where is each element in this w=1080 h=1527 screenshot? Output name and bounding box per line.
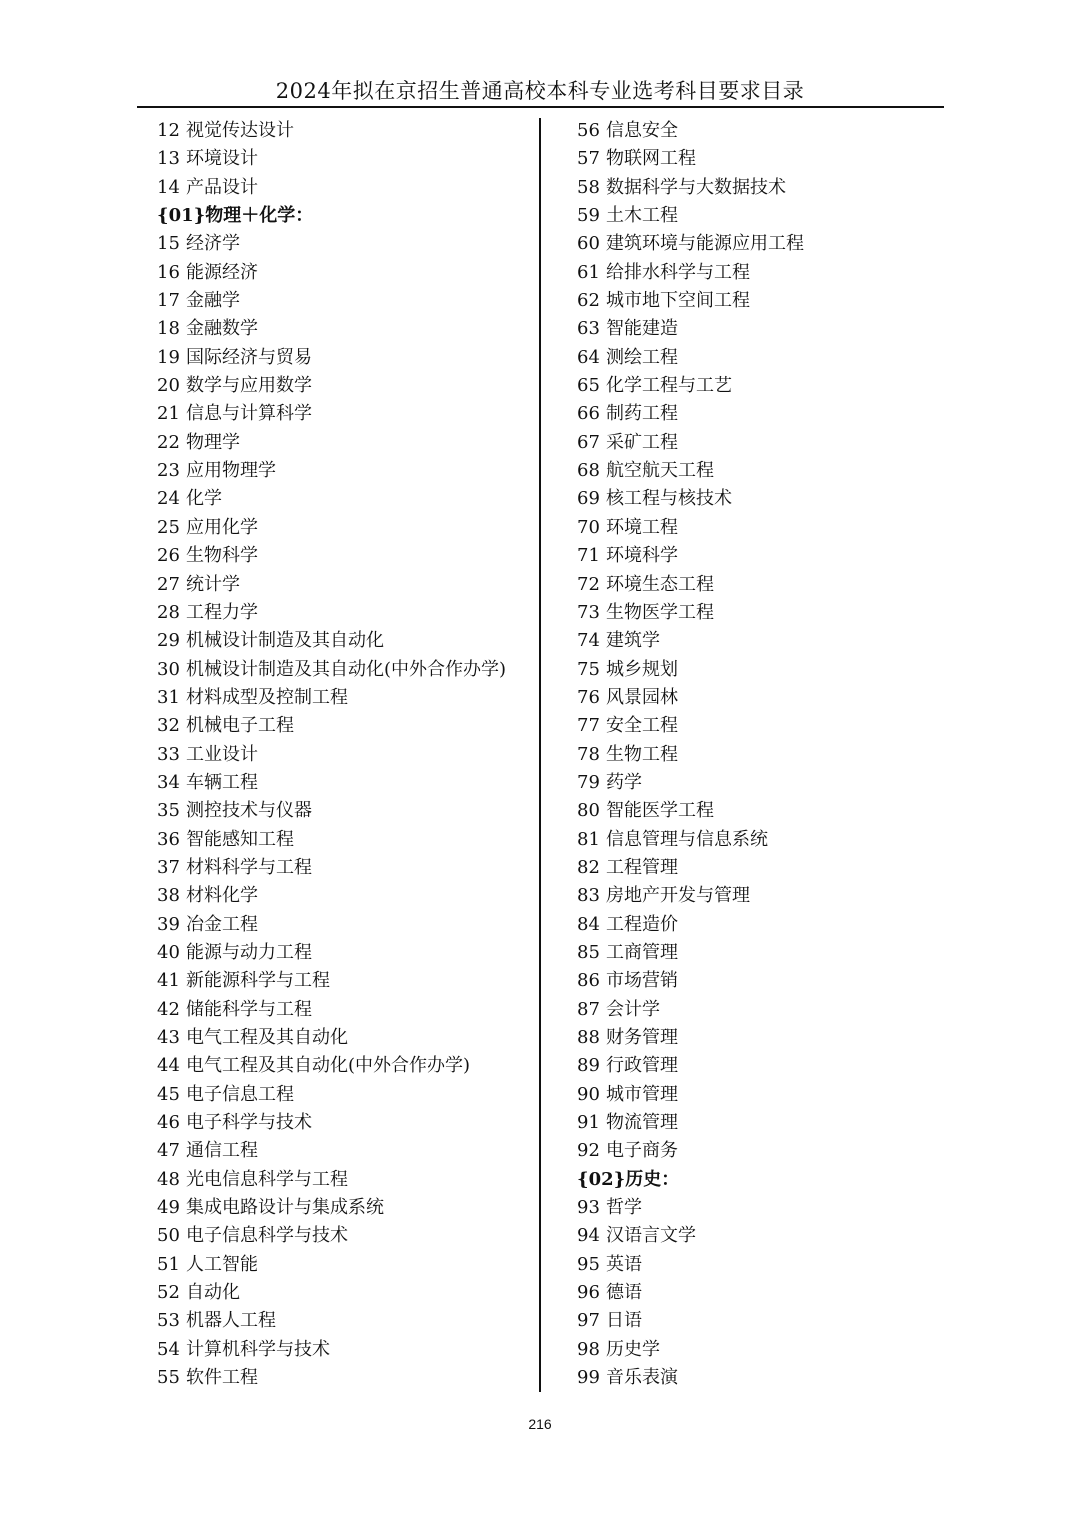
major-number: 34: [157, 771, 180, 793]
major-name: 音乐表演: [606, 1367, 678, 1389]
major-list-item: [577, 117, 937, 145]
major-number: 54: [157, 1338, 180, 1360]
major-name: 房地产开发与管理: [606, 885, 750, 907]
major-number: 13: [157, 148, 180, 170]
major-number: 28: [157, 601, 180, 623]
major-name: 机械设计制造及其自动化(中外合作办学): [186, 658, 507, 680]
major-name: 机器人工程: [186, 1310, 276, 1332]
major-list-item: [157, 627, 535, 655]
major-number: 81: [577, 828, 600, 850]
major-list-item: [577, 967, 937, 995]
major-list-item: [157, 542, 535, 570]
major-list-item: [577, 599, 937, 627]
major-list-item: [157, 882, 535, 910]
major-number: 96: [577, 1282, 600, 1304]
major-list-item: [577, 1279, 937, 1307]
major-number: 51: [157, 1253, 180, 1275]
major-list-item: [157, 599, 535, 627]
major-list-item: [157, 174, 535, 202]
major-number: 21: [157, 403, 180, 425]
major-name: 材料科学与工程: [186, 856, 312, 878]
major-list-item: [157, 996, 535, 1024]
major-name: 建筑环境与能源应用工程: [606, 233, 804, 255]
major-name: 工程管理: [606, 856, 678, 878]
major-name: 药学: [606, 771, 642, 793]
major-number: 88: [577, 1027, 600, 1048]
major-name: 城市管理: [606, 1083, 678, 1105]
major-name: 储能科学与工程: [186, 998, 312, 1020]
major-number: 63: [577, 318, 600, 340]
major-name: 通信工程: [186, 1140, 258, 1162]
major-name: 国际经济与贸易: [186, 346, 312, 368]
major-number: 26: [157, 545, 180, 567]
major-name: 数学与应用数学: [186, 375, 312, 397]
major-number: 85: [577, 941, 600, 963]
major-number: 50: [157, 1225, 180, 1247]
major-list-item: [577, 712, 937, 740]
major-name: 汉语言文学: [606, 1225, 696, 1247]
major-number: 57: [577, 148, 600, 170]
major-list-item: [157, 344, 535, 372]
major-name: 德语: [606, 1282, 642, 1304]
major-name: 智能医学工程: [606, 800, 714, 822]
major-name: 应用化学: [186, 516, 258, 538]
major-number: 66: [577, 403, 600, 425]
major-list-item: [577, 797, 937, 825]
major-name: 建筑学: [606, 630, 660, 652]
major-list-item: [157, 769, 535, 797]
major-list-item: [577, 485, 937, 513]
major-number: 97: [577, 1310, 600, 1332]
major-list-item: [157, 1052, 535, 1080]
major-list-item: [577, 1251, 937, 1279]
major-name: 电子科学与技术: [186, 1112, 312, 1134]
major-list-item: [577, 1024, 937, 1052]
major-list-item: [577, 202, 937, 230]
major-name: 电气工程及其自动化: [186, 1027, 348, 1048]
major-name: 会计学: [606, 998, 660, 1020]
major-name: 应用物理学: [186, 460, 276, 482]
major-name: 工商管理: [606, 941, 678, 963]
major-number: 64: [577, 346, 600, 368]
major-number: 74: [577, 630, 600, 652]
major-number: 39: [157, 913, 180, 935]
major-number: 55: [157, 1367, 180, 1389]
major-number: 94: [577, 1225, 600, 1247]
major-number: 49: [157, 1197, 180, 1219]
major-list-item: [577, 230, 937, 258]
major-name: 环境科学: [606, 545, 678, 567]
major-name: 城市地下空间工程: [606, 290, 750, 312]
major-list-item: [577, 1307, 937, 1335]
major-name: 生物工程: [606, 743, 678, 765]
major-number: 67: [577, 431, 600, 453]
major-name: 市场营销: [606, 970, 678, 992]
major-list-item: [157, 117, 535, 145]
major-name: 机械电子工程: [186, 715, 294, 737]
major-list-item: [157, 429, 535, 457]
major-number: 72: [577, 573, 600, 595]
major-number: 99: [577, 1367, 600, 1389]
major-list-item: [577, 1137, 937, 1165]
major-list-item: [157, 854, 535, 882]
major-number: 76: [577, 686, 600, 708]
major-number: 79: [577, 771, 600, 793]
major-name: 产品设计: [186, 176, 258, 198]
major-name: 环境工程: [606, 516, 678, 538]
major-list-item: [577, 1364, 937, 1392]
major-number: 92: [577, 1140, 600, 1162]
major-name: 电子信息工程: [186, 1083, 294, 1105]
major-list-item: [577, 826, 937, 854]
major-list-item: [157, 485, 535, 513]
major-number: 91: [577, 1112, 600, 1134]
major-name: 风景园林: [606, 686, 678, 708]
major-number: 80: [577, 800, 600, 822]
major-number: 70: [577, 516, 600, 538]
left-column-list: [157, 117, 535, 1392]
major-list-item: [577, 741, 937, 769]
major-number: 32: [157, 715, 180, 737]
major-number: 38: [157, 885, 180, 907]
major-name: 环境设计: [186, 148, 258, 170]
major-list-item: [577, 1222, 937, 1250]
major-number: 58: [577, 176, 600, 198]
major-number: 56: [577, 120, 600, 141]
major-number: 48: [157, 1168, 180, 1190]
major-list-item: [577, 542, 937, 570]
major-number: 41: [157, 970, 180, 992]
major-number: 62: [577, 290, 600, 312]
major-list-item: [577, 684, 937, 712]
major-number: 68: [577, 460, 600, 482]
major-name: 能源与动力工程: [186, 941, 312, 963]
major-list-item: [157, 967, 535, 995]
major-number: 31: [157, 686, 180, 708]
major-number: 82: [577, 856, 600, 878]
major-list-item: [157, 911, 535, 939]
major-number: 95: [577, 1253, 600, 1275]
major-list-item: [157, 145, 535, 173]
major-list-item: [577, 939, 937, 967]
major-number: 69: [577, 488, 600, 510]
major-name: 集成电路设计与集成系统: [186, 1197, 384, 1219]
major-name: 制药工程: [606, 403, 678, 425]
major-name: 历史学: [606, 1338, 660, 1360]
major-list-item: [157, 1024, 535, 1052]
major-name: 信息与计算科学: [186, 403, 312, 425]
major-number: 33: [157, 743, 180, 765]
major-list-item: [577, 372, 937, 400]
major-list-item: [577, 457, 937, 485]
major-number: 73: [577, 601, 600, 623]
major-name: 统计学: [186, 573, 240, 595]
major-list-item: [157, 1364, 535, 1392]
major-list-item: [577, 656, 937, 684]
major-list-item: [577, 1081, 937, 1109]
major-name: 智能建造: [606, 318, 678, 340]
major-number: 14: [157, 176, 180, 198]
major-number: 25: [157, 516, 180, 538]
major-name: 工程造价: [606, 913, 678, 935]
major-list-item: [157, 826, 535, 854]
major-name: 哲学: [606, 1197, 642, 1219]
major-list-item: [577, 287, 937, 315]
major-list-item: [157, 939, 535, 967]
major-list-item: [577, 145, 937, 173]
major-name: 冶金工程: [186, 913, 258, 935]
major-name: 采矿工程: [606, 431, 678, 453]
major-number: 30: [157, 658, 180, 680]
major-name: 计算机科学与技术: [186, 1338, 330, 1360]
header-rule: [137, 106, 944, 108]
major-number: 87: [577, 998, 600, 1020]
major-name: 光电信息科学与工程: [186, 1168, 348, 1190]
major-number: 60: [577, 233, 600, 255]
major-number: 84: [577, 913, 600, 935]
major-number: 93: [577, 1197, 600, 1219]
right-column-list: [577, 117, 937, 1392]
major-name: 电气工程及其自动化(中外合作办学): [186, 1055, 471, 1077]
major-name: 生物医学工程: [606, 601, 714, 623]
major-name: 城乡规划: [606, 658, 678, 680]
major-name: 测控技术与仪器: [186, 800, 312, 822]
major-number: 19: [157, 346, 180, 368]
major-number: 15: [157, 233, 180, 255]
major-list-item: [577, 854, 937, 882]
page-number: 216: [528, 1416, 552, 1432]
major-list-item: [577, 627, 937, 655]
major-name: 物理学: [186, 431, 240, 453]
major-number: 40: [157, 941, 180, 963]
major-list-item: [157, 230, 535, 258]
major-list-item: [157, 571, 535, 599]
major-list-item: [157, 712, 535, 740]
major-name: 金融数学: [186, 318, 258, 340]
major-number: 98: [577, 1338, 600, 1360]
major-name: 金融学: [186, 290, 240, 312]
major-number: 27: [157, 573, 180, 595]
major-number: 77: [577, 715, 600, 737]
major-list-item: [577, 882, 937, 910]
major-name: 材料化学: [186, 885, 258, 907]
major-number: 65: [577, 375, 600, 397]
major-number: 23: [157, 460, 180, 482]
major-name: 新能源科学与工程: [186, 970, 330, 992]
major-list-item: [577, 1194, 937, 1222]
major-list-item: [157, 400, 535, 428]
major-number: 45: [157, 1083, 180, 1105]
major-list-item: [577, 174, 937, 202]
major-name: 机械设计制造及其自动化: [186, 630, 384, 652]
major-name: 物联网工程: [606, 148, 696, 170]
major-number: 24: [157, 488, 180, 510]
major-name: 数据科学与大数据技术: [606, 176, 786, 198]
major-list-item: [157, 1336, 535, 1364]
major-name: 工程力学: [186, 601, 258, 623]
major-list-item: [577, 429, 937, 457]
major-name: 材料成型及控制工程: [186, 686, 348, 708]
major-name: 工业设计: [186, 743, 258, 765]
major-name: 核工程与核技术: [606, 488, 732, 510]
major-name: 视觉传达设计: [186, 120, 294, 141]
major-number: 78: [577, 743, 600, 765]
major-list-item: [157, 372, 535, 400]
major-list-item: [577, 1109, 937, 1137]
major-number: 90: [577, 1083, 600, 1105]
major-name: 电子商务: [606, 1140, 678, 1162]
major-list-item: [577, 400, 937, 428]
major-name: 环境生态工程: [606, 573, 714, 595]
major-number: 83: [577, 885, 600, 907]
major-number: 71: [577, 545, 600, 567]
major-list-item: [577, 1052, 937, 1080]
major-name: 化学: [186, 488, 222, 510]
major-name: 物流管理: [606, 1112, 678, 1134]
major-number: 44: [157, 1055, 180, 1077]
major-name: 智能感知工程: [186, 828, 294, 850]
major-name: 电子信息科学与技术: [186, 1225, 348, 1247]
major-number: 52: [157, 1282, 180, 1304]
major-name: 航空航天工程: [606, 460, 714, 482]
major-name: 信息管理与信息系统: [606, 828, 768, 850]
major-name: 行政管理: [606, 1055, 678, 1077]
major-list-item: [157, 1307, 535, 1335]
major-list-item: [157, 1251, 535, 1279]
major-number: 59: [577, 205, 600, 227]
major-list-item: [157, 259, 535, 287]
major-list-item: [577, 315, 937, 343]
subject-group-heading: {01}物理＋化学：: [157, 205, 314, 227]
major-name: 软件工程: [186, 1367, 258, 1389]
major-list-item: [577, 344, 937, 372]
major-list-item: [157, 1166, 535, 1194]
major-list-item: [157, 1194, 535, 1222]
major-number: 61: [577, 261, 600, 283]
major-list-item: [157, 287, 535, 315]
major-name: 财务管理: [606, 1027, 678, 1048]
page-title: 2024年拟在京招生普通高校本科专业选考科目要求目录: [275, 79, 805, 103]
major-number: 18: [157, 318, 180, 340]
major-number: 86: [577, 970, 600, 992]
major-name: 英语: [606, 1253, 642, 1275]
major-list-item: [577, 911, 937, 939]
major-list-item: [157, 1109, 535, 1137]
major-list-item: [157, 741, 535, 769]
major-name: 给排水科学与工程: [606, 261, 750, 283]
subject-group-heading: {02}历史：: [577, 1168, 680, 1190]
major-list-item: [577, 514, 937, 542]
major-number: 46: [157, 1112, 180, 1134]
major-number: 36: [157, 828, 180, 850]
major-name: 能源经济: [186, 261, 258, 283]
major-number: 29: [157, 630, 180, 652]
major-number: 89: [577, 1055, 600, 1077]
major-name: 生物科学: [186, 545, 258, 567]
major-number: 22: [157, 431, 180, 453]
major-list-item: [157, 457, 535, 485]
major-number: 75: [577, 658, 600, 680]
major-list-item: [577, 1336, 937, 1364]
major-number: 35: [157, 800, 180, 822]
major-list-item: [157, 797, 535, 825]
major-list-item: [157, 315, 535, 343]
major-list-item: [157, 1279, 535, 1307]
major-number: 20: [157, 375, 180, 397]
major-number: 43: [157, 1027, 180, 1048]
major-list-item: [577, 571, 937, 599]
major-list-item: [577, 259, 937, 287]
major-list-item: [157, 1137, 535, 1165]
major-list-item: [157, 1222, 535, 1250]
major-list-item: [157, 1081, 535, 1109]
major-number: 16: [157, 261, 180, 283]
column-divider: [539, 118, 541, 1392]
major-name: 化学工程与工艺: [606, 375, 732, 397]
major-name: 安全工程: [606, 715, 678, 737]
major-name: 经济学: [186, 233, 240, 255]
major-list-item: [157, 684, 535, 712]
major-number: 42: [157, 998, 180, 1020]
major-number: 17: [157, 290, 180, 312]
major-number: 37: [157, 856, 180, 878]
major-name: 土木工程: [606, 205, 678, 227]
major-list-item: [577, 996, 937, 1024]
major-name: 测绘工程: [606, 346, 678, 368]
major-name: 日语: [606, 1310, 642, 1332]
major-name: 自动化: [186, 1282, 240, 1304]
major-name: 人工智能: [186, 1253, 258, 1275]
major-list-item: [157, 656, 535, 684]
major-list-item: [577, 769, 937, 797]
major-name: 信息安全: [606, 120, 678, 141]
major-number: 12: [157, 120, 180, 141]
major-name: 车辆工程: [186, 771, 258, 793]
major-number: 53: [157, 1310, 180, 1332]
major-list-item: [157, 514, 535, 542]
major-number: 47: [157, 1140, 180, 1162]
